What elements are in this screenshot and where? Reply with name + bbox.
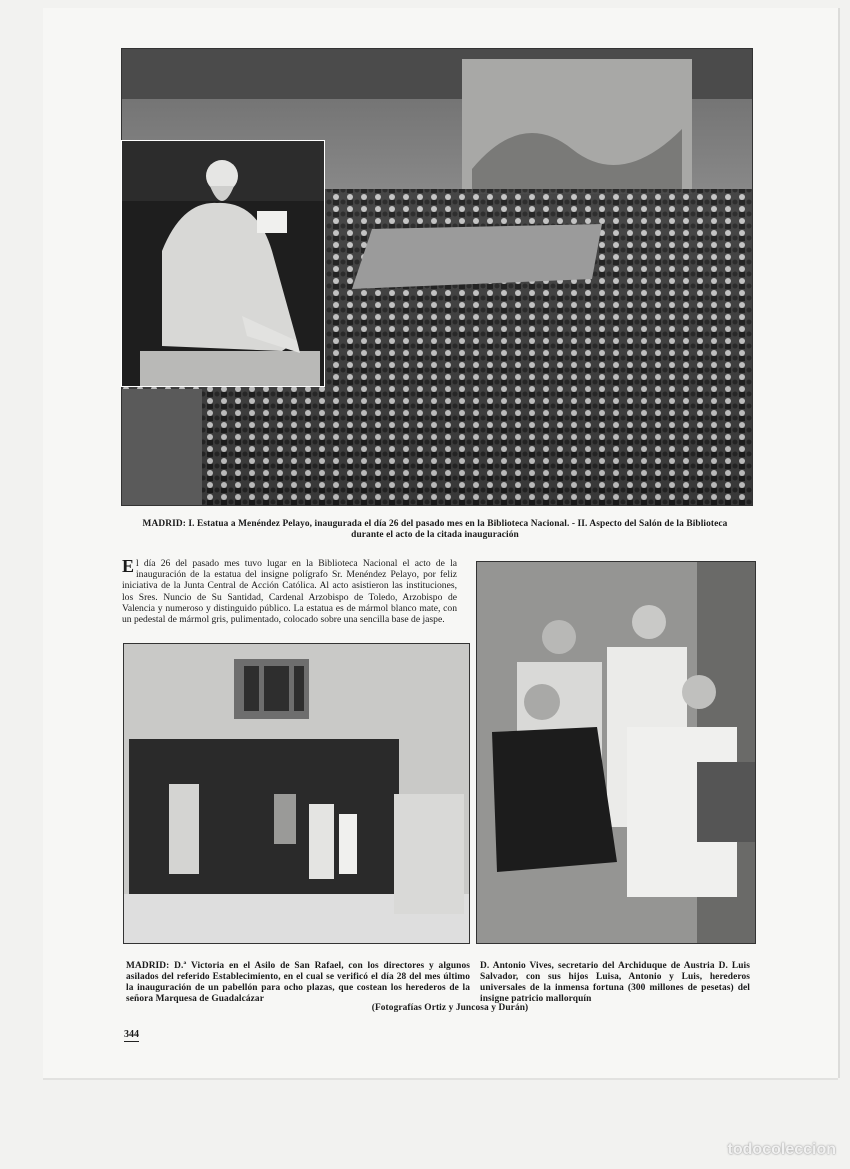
- family-portrait-photo: [476, 561, 756, 944]
- photo-credits: (Fotografías Ortiz y Juncosa y Durán): [371, 1003, 529, 1013]
- statue-photo: [121, 140, 325, 387]
- watermark-logo: todocoleccion: [727, 1141, 836, 1158]
- page-number: 344: [124, 1029, 139, 1040]
- asylum-caption: MADRID: D.ª Victoria en el Asilo de San Rafael, con los directores y algunos asilados del referido Establecimiento, en el cual se verificó el día 28 del mes último la inauguración de un pabellón para ocho plazas, que costean los herederos de la señora Marquesa de Guadalcázar: [126, 961, 470, 1004]
- portrait-caption: D. Antonio Vives, secretario del Archiduque de Austria D. Luis Salvador, con sus hijos Luisa, Antonio y Luis, herederos universales de la inmensa fortuna (300 millones de pesetas) del insigne patricio mallorquín: [480, 961, 750, 1004]
- article-text: [122, 558, 457, 625]
- top-caption: MADRID: I. Estatua a Menéndez Pelayo, inaugurada el día 26 del pasado mes en la Biblioteca Nacional. - II. Aspecto del Salón de la Biblioteca durante el acto de la citada inauguración: [142, 519, 728, 540]
- asylum-photo: [123, 643, 470, 944]
- article-body: l día 26 del pasado mes tuvo lugar en la Biblioteca Nacional el acto de la inauguración de la estatua del insigne polígrafo Sr. Menéndez Pelayo, por feliz iniciativa de la Junta Central de Acción Católica. Al acto asistieron las instituciones, los Sres. Nuncio de Su Santidad, Cardenal Arzobispo de Toledo, Arzobispo de Valencia y numeroso y distinguido público. La estatua es de mármol blanco mate, con un pedestal de mármol gris, pulimentado, colocado sobre una sencilla base de jaspe.: [122, 558, 457, 626]
- drop-cap: E: [122, 556, 135, 576]
